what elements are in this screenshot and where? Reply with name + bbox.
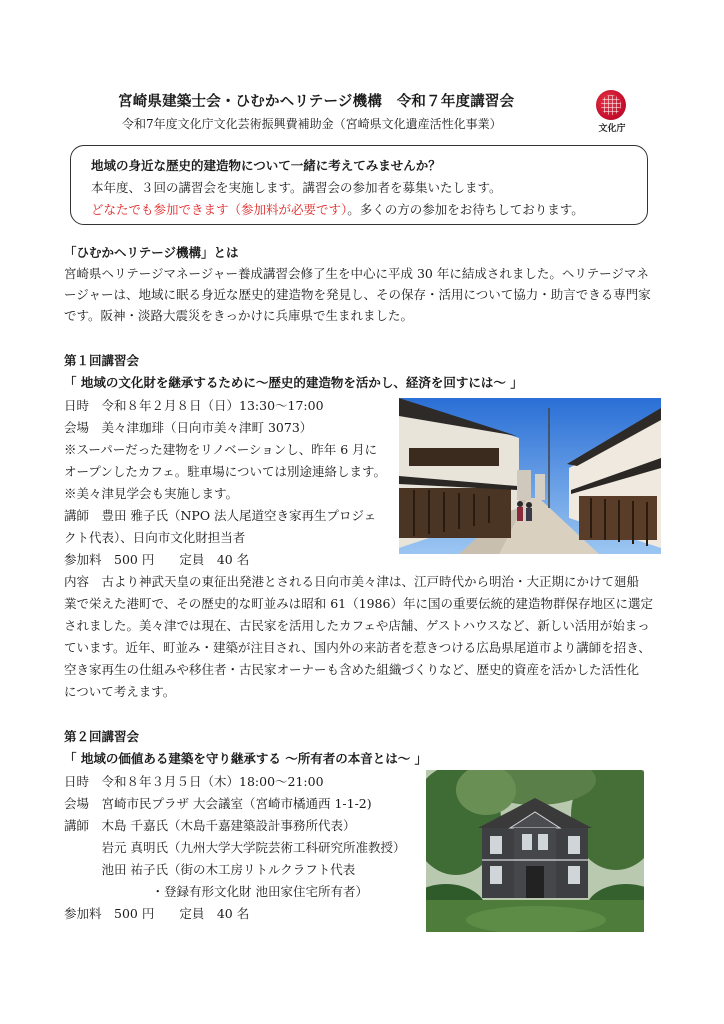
- intro-open-to-all-red: どなたでも参加できます（参加料が必要です）: [91, 202, 348, 217]
- session2-heading: 第２回講習会: [64, 729, 140, 744]
- session1-detail: オープンしたカフェ。駐車場については別途連絡します。: [64, 464, 387, 479]
- session1-detail: クト代表）、日向市文化財担当者: [64, 530, 246, 545]
- mimitsu-street-illustration: [399, 398, 661, 554]
- bunkacho-logo-text: 文化庁: [598, 124, 626, 134]
- session2-detail: 参加料 500 円 定員 40 名: [64, 906, 250, 921]
- session2-detail: 日時 令和８年３月５日（木）18:00～21:00: [64, 774, 324, 789]
- bunkacho-logo-icon: [596, 90, 626, 120]
- about-line: です。阪神・淡路大震災をきっかけに兵庫県で生まれました。: [64, 308, 414, 323]
- about-line: 宮崎県ヘリテージマネージャー養成講習会修了生を中心に平成 30 年に結成されました。ヘリテージマネ: [64, 266, 649, 281]
- ikeda-house-illustration: [426, 770, 644, 932]
- session1-detail: 日時 令和８年２月８日（日）13:30～17:00: [64, 398, 324, 413]
- session1-detail: ※美々津見学会も実施します。: [64, 486, 239, 501]
- about-heading: 「ひむかヘリテージ機構」とは: [64, 245, 239, 260]
- intro-recruit: 本年度、３回の講習会を実施します。講習会の参加者を募集いたします。: [91, 180, 502, 195]
- session1-heading: 第１回講習会: [64, 353, 140, 368]
- intro-open-to-all-rest: 。多くの方の参加をお待ちしております。: [347, 202, 584, 217]
- session1-detail: 参加料 500 円 定員 40 名: [64, 552, 250, 567]
- session1-detail: ※スーパーだった建物をリノベーションし、昨年 6 月に: [64, 442, 378, 457]
- about-line: ージャーは、地域に眠る身近な歴史的建造物を発見し、その保存・活用について協力・助言できる専門家: [64, 287, 651, 302]
- session2-detail: 池田 祐子氏（街の木工房リトルクラフト代表: [64, 862, 356, 877]
- session2-detail: 岩元 真明氏（九州大学大学院芸術工科研究所准教授）: [64, 840, 406, 855]
- mimitsu-street-photo: [399, 398, 661, 554]
- session1-content: 業で栄えた港町で、その歴史的な町並みは昭和 61（1986）年に国の重要伝統的建造物群保存地区に選定: [64, 596, 653, 611]
- session1-content: 内容 古より神武天皇の東征出発港とされる日向市美々津は、江戸時代から明治・大正期にかけて廻船: [64, 574, 640, 589]
- session1-content: ています。近年、町並み・建築が注目され、国内外の来訪者を惹きつける広島県尾道市より講師を招き、: [64, 640, 651, 655]
- session2-theme: 「 地域の価値ある建築を守り継承する ～所有者の本音とは～ 」: [64, 751, 428, 766]
- session2-detail: 講師 木島 千嘉氏（木島千嘉建築設計事務所代表）: [64, 818, 356, 833]
- bunkacho-logo: [588, 90, 636, 134]
- intro-box: [70, 145, 648, 225]
- session1-theme: 「 地域の文化財を継承するために～歴史的建造物を活かし、経済を回すには～ 」: [64, 375, 523, 390]
- session1-detail: 講師 豊田 雅子氏（NPO 法人尾道空き家再生プロジェ: [64, 508, 377, 523]
- session2-detail: 会場 宮崎市民プラザ 大会議室（宮崎市橘通西 1-1-2): [64, 796, 372, 811]
- session1-content: 空き家再生の仕組みや移住者・古民家オーナーも含めた組織づくりなど、歴史的資産を活かした活性化: [64, 662, 640, 677]
- ikeda-house-photo: [426, 770, 644, 932]
- session2-detail: ・登録有形文化財 池田家住宅所有者）: [64, 884, 368, 899]
- page-subtitle: 令和7年度文化庁文化芸術振興費補助金（宮崎県文化遺産活性化事業）: [122, 117, 502, 131]
- intro-open-to-all: [91, 200, 584, 218]
- intro-question: 地域の身近な歴史的建造物について一緒に考えてみませんか？: [91, 158, 441, 173]
- session1-detail: 会場 美々津珈琲（日向市美々津町 3073）: [64, 420, 313, 435]
- session1-content: されました。美々津では現在、古民家を活用したカフェや店舗、ゲストハウスなど、新しい活用が始まっ: [64, 618, 650, 633]
- page-title: 宮崎県建築士会・ひむかヘリテージ機構 令和７年度講習会: [118, 93, 515, 110]
- session1-content: について考えます。: [64, 684, 176, 699]
